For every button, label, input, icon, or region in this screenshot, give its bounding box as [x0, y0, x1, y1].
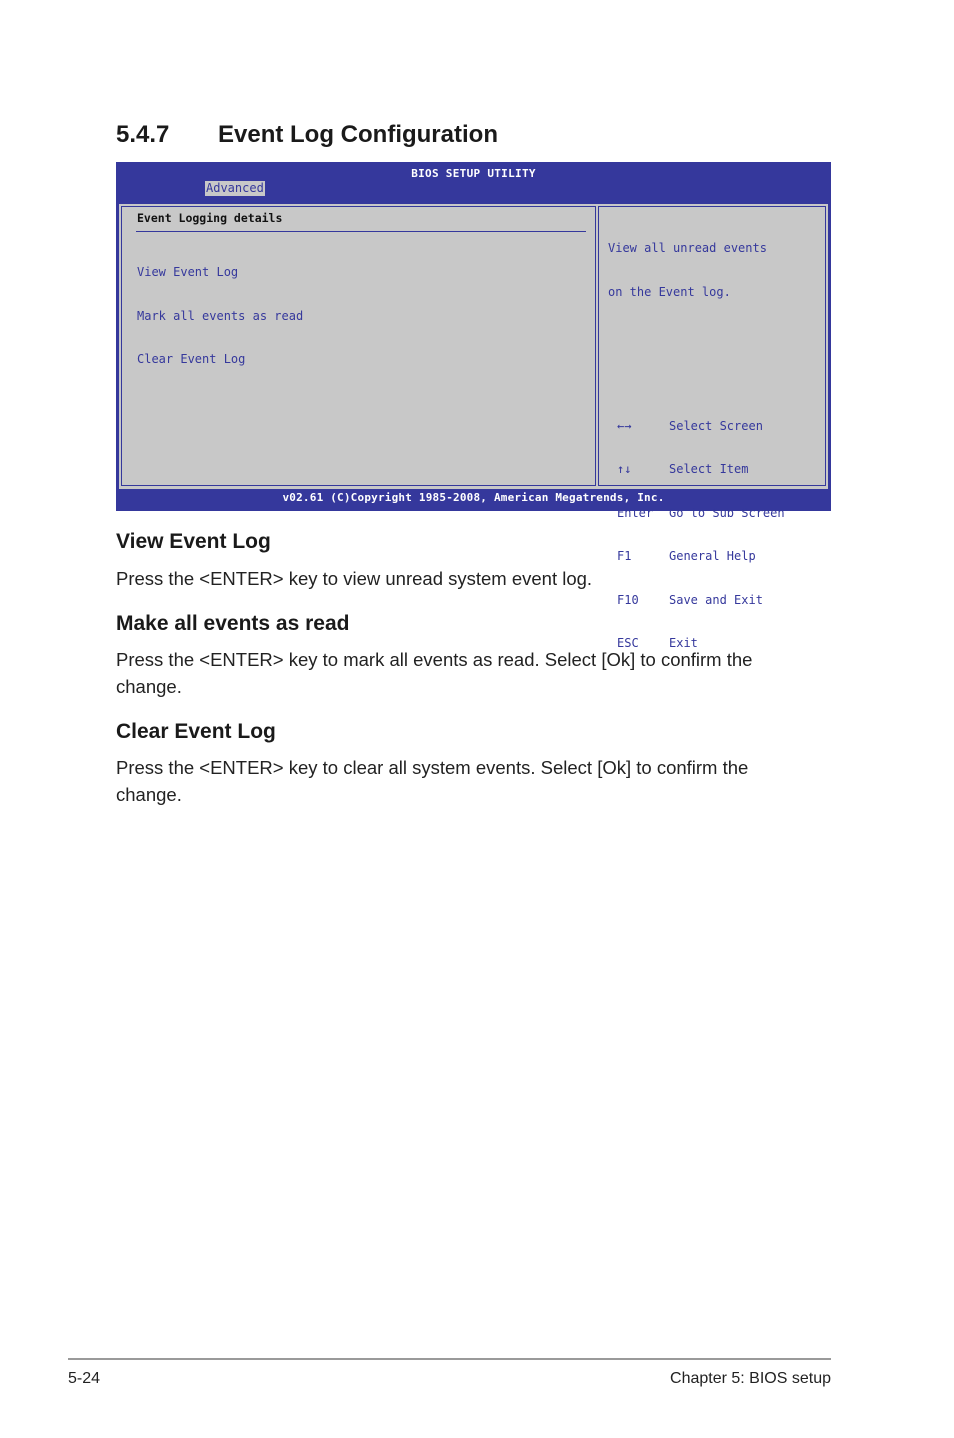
- help-line: on the Event log.: [608, 285, 731, 299]
- section-number: 5.4.7: [116, 121, 170, 148]
- mark-all-read-body: Press the <ENTER> key to mark all events as read. Select [Ok] to confirm the change.: [116, 649, 753, 697]
- menu-item-clear-event-log[interactable]: Clear Event Log: [137, 352, 246, 366]
- key-label: F10: [617, 592, 639, 607]
- bios-left-pane: [121, 206, 596, 486]
- key-row: [617, 462, 785, 476]
- key-legend: [617, 390, 785, 679]
- key-action: Select Screen: [669, 419, 763, 433]
- bios-copyright: v02.61 (C)Copyright 1985-2008, American Megatrends, Inc.: [282, 491, 665, 504]
- view-event-log-body: Press the <ENTER> key to view unread system event log.: [116, 568, 593, 589]
- key-action: Save and Exit: [669, 592, 763, 607]
- arrow-up-down-icon: ↑↓: [617, 462, 632, 477]
- key-label: F1: [617, 549, 632, 564]
- key-action: Exit: [669, 635, 698, 650]
- page-number: 5-24: [68, 1370, 101, 1387]
- help-text: [608, 212, 767, 329]
- mark-all-read-heading: Make all events as read: [116, 612, 350, 635]
- clear-event-log-body: Press the <ENTER> key to clear all system events. Select [Ok] to confirm the change.: [116, 757, 749, 805]
- arrow-left-right-icon: ←→: [617, 419, 632, 433]
- divider: [136, 231, 586, 232]
- key-row: [617, 506, 785, 520]
- key-action: General Help: [669, 549, 756, 564]
- key-row: [617, 593, 785, 607]
- menu-item-view-event-log[interactable]: View Event Log: [137, 265, 239, 279]
- chapter-label: Chapter 5: BIOS setup: [670, 1370, 831, 1387]
- key-label: ESC: [617, 635, 639, 650]
- key-row: [617, 549, 785, 563]
- clear-event-log-heading: Clear Event Log: [116, 720, 276, 743]
- key-action: Select Item: [669, 462, 749, 477]
- key-label: Enter: [617, 505, 654, 520]
- event-logging-heading: Event Logging details: [137, 211, 283, 225]
- footer-rule: [68, 1358, 831, 1360]
- bios-help-pane: [598, 206, 826, 650]
- key-action: Go to Sub Screen: [669, 505, 785, 520]
- key-row: [617, 419, 785, 433]
- tab-advanced[interactable]: Advanced: [206, 181, 264, 195]
- help-line: View all unread events: [608, 241, 767, 255]
- bios-menu: [137, 236, 303, 396]
- menu-item-mark-all-read[interactable]: Mark all events as read: [137, 308, 304, 323]
- section-title: Event Log Configuration: [218, 121, 498, 148]
- view-event-log-heading: View Event Log: [116, 530, 271, 553]
- bios-title: BIOS SETUP UTILITY: [411, 167, 536, 180]
